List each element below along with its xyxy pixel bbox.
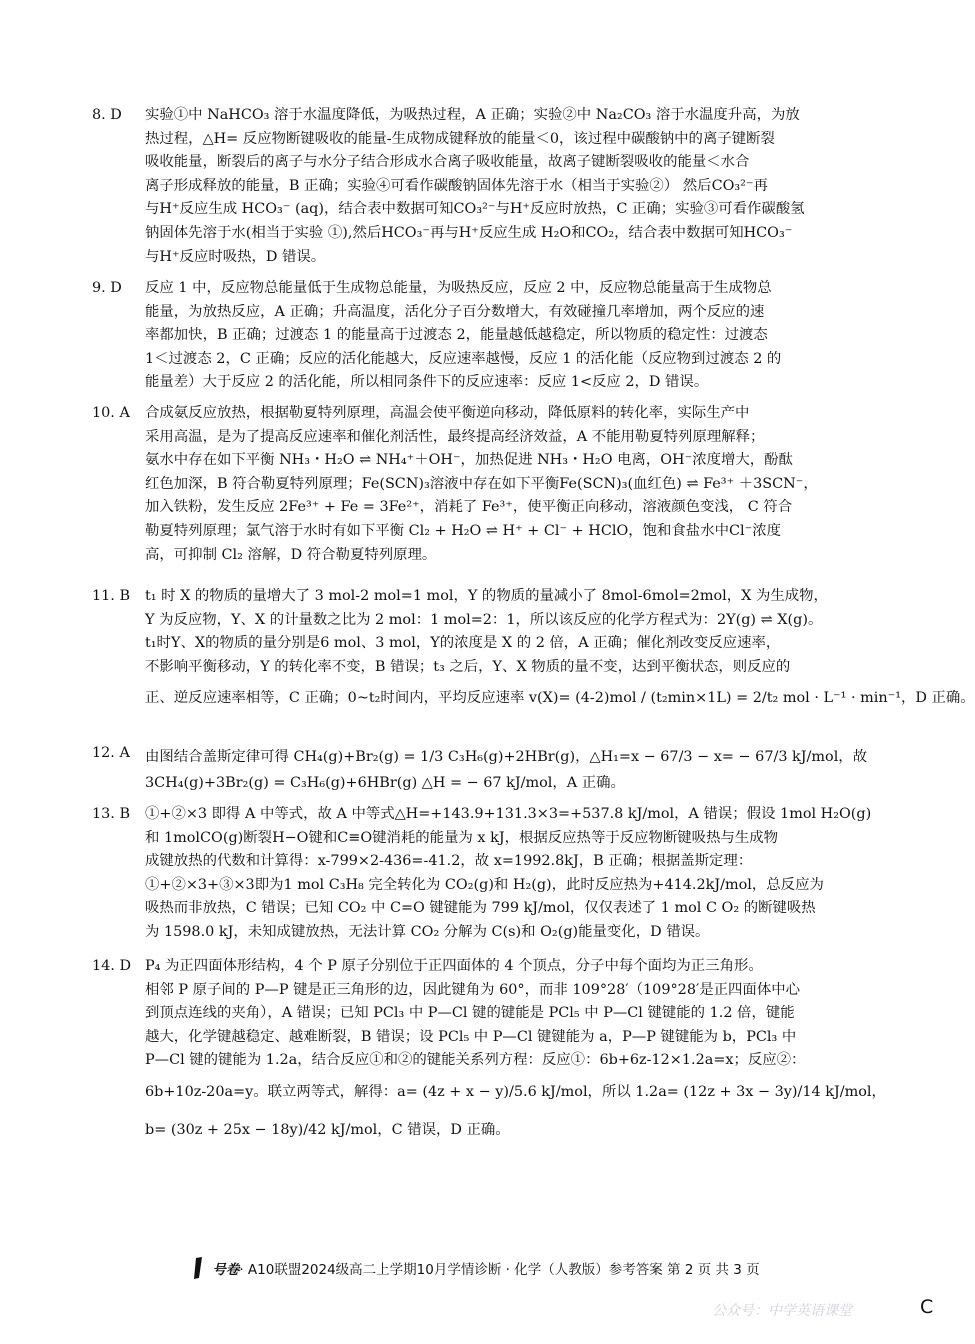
answer-line: 能量差）大于反应 2 的活化能，所以相同条件下的反应速率：反应 1<反应 2，D 错误。 xyxy=(145,374,709,391)
answer-line: 合成氨反应放热，根据勒夏特列原理，高温会使平衡逆向移动，降低原料的转化率，实际生产中 xyxy=(145,405,750,421)
answer-line: t₁时Y、X的物质的量分别是6 mol、3 mol，Y的浓度是 X 的 2 倍，A 正确；催化剂改变反应速率， xyxy=(145,635,781,652)
answer-line: 红色加深，B 符合勒夏特列原理；Fe(SCN)₃溶液中存在如下平衡Fe(SCN)₃(血红色) ⇌ Fe³⁺ ＋3SCN⁻， xyxy=(145,475,818,492)
answer-line: 勒夏特列原理；氯气溶于水时有如下平衡 Cl₂ + H₂O ⇌ H⁺ + Cl⁻ + HClO，饱和食盐水中Cl⁻浓度 xyxy=(145,522,781,539)
answer-line: 与H⁺反应时吸热，D 错误。 xyxy=(145,248,326,265)
answer-line: ①+②×3+③×3即为1 mol C₃H₈ 完全转化为 CO₂(g)和 H₂(g)，此时反应热为+414.2kJ/mol，总反应为 xyxy=(145,876,824,893)
answer-line: 吸收能量，断裂后的离子与水分子结合形成水合离子吸收能量，故离子键断裂吸收的能量＜水合 xyxy=(145,154,750,171)
footer-brand: 号卷 xyxy=(212,1262,240,1278)
answer-line: 越大，化学键越稳定、越难断裂，B 错误；设 PCl₅ 中 P—Cl 键键能为 a，P—P 键键能为 b，PCl₃ 中 xyxy=(145,1028,797,1045)
answer-12 xyxy=(92,742,868,796)
answer-line: P₄ 为正四面体形结构，4 个 P 原子分别位于正四面体的 4 个顶点，分子中每个面均为正三角形。 xyxy=(145,958,763,974)
page-footer xyxy=(0,1256,950,1284)
answer-line: 到顶点连线的夹角），A 错误；已知 PCl₃ 中 P—Cl 键的键能是 PCl₅ 中 P—Cl 键键能的 1.2 倍，键能 xyxy=(145,1005,795,1022)
answer-line: 钠固体先溶于水(相当于实验 ①),然后HCO₃⁻再与H⁺反应生成 H₂O和CO₂，结合表中数据可知HCO₃⁻ xyxy=(145,224,793,241)
answer-line: 实验①中 NaHCO₃ 溶于水温度降低，为吸热过程，A 正确；实验②中 Na₂CO₃ 溶于水温度升高，为放 xyxy=(145,107,800,123)
answer-number: 9. D xyxy=(92,280,122,296)
footer-text: · A10联盟2024级高二上学期10月学情诊断 · 化学（人教版）参考答案 第 2 页 共 3 页 xyxy=(239,1262,760,1278)
answer-line: b= (30z + 25x − 18y)/42 kJ/mol，C 错误，D 正确。 xyxy=(145,1121,510,1138)
answer-number: 8. D xyxy=(92,107,122,123)
answer-line: 热过程，△H= 反应物断键吸收的能量-生成物成键释放的能量＜0，该过程中碳酸钠中的离子键断裂 xyxy=(145,130,775,147)
answer-line: Y 为反应物，Y、X 的计量数之比为 2 mol：1 mol=2：1，所以该反应的化学方程式为：2Y(g) ⇌ X(g)。 xyxy=(145,611,823,628)
answer-number: 10. A xyxy=(92,405,130,421)
answer-9 xyxy=(92,277,862,395)
answer-line: 采用高温，是为了提高反应速率和催化剂活性，最终提高经济效益，A 不能用勒夏特列原理解释； xyxy=(145,428,765,445)
answer-line: 和 1molCO(g)断裂H−O键和C≡O键消耗的能量为 x kJ，根据反应热等于反应物断键吸热与生成物 xyxy=(145,829,779,846)
answer-line: 反应 1 中，反应物总能量低于生成物总能量，为吸热反应，反应 2 中，反应物总能量高于生成物总 xyxy=(145,280,772,296)
answer-line: 3CH₄(g)+3Br₂(g) = C₃H₆(g)+6HBr(g) △H = − 67 kJ/mol，A 正确。 xyxy=(145,775,625,791)
corner-mark: C xyxy=(920,1296,934,1318)
answer-line: 1＜过渡态 2，C 正确；反应的活化能越大，反应速率越慢，反应 1 的活化能（反应物到过渡态 2 的 xyxy=(145,350,782,367)
answer-number: 11. B xyxy=(92,588,131,604)
answer-line: 高，可抑制 Cl₂ 溶解，D 符合勒夏特列原理。 xyxy=(145,546,437,563)
answer-line: P—Cl 键的键能为 1.2a，结合反应①和②的键能关系列方程：反应①：6b+6z-12×1.2a=x；反应②： xyxy=(145,1052,806,1069)
answer-line: 由图结合盖斯定律可得 CH₄(g)+Br₂(g) = 1/3 C₃H₆(g)+2HBr(g)，△H₁=x − 67/3 − x= − 67/3 kJ/mol，故 xyxy=(145,749,868,765)
answer-line: 成键放热的代数和计算得：x-799×2-436=-41.2，故 x=1992.8kJ，B 正确；根据盖斯定理： xyxy=(145,853,753,870)
answer-line: 6b+10z-20a=y。联立两等式，解得：a= (4z + x − y)/5.6 kJ/mol，所以 1.2a= (12z + 3x − 3y)/14 kJ/mol， xyxy=(145,1083,886,1100)
answer-line: 为 1598.0 kJ，未知成键放热，无法计算 CO₂ 分解为 C(s)和 O₂(g)能量变化，D 错误。 xyxy=(145,923,710,940)
answer-line: 能量，为放热反应，A 正确；升高温度，活化分子百分数增大，有效碰撞几率增加，两个反应的速 xyxy=(145,303,765,320)
answer-line: 氨水中存在如下平衡 NH₃・H₂O ⇌ NH₄⁺＋OH⁻，加热促进 NH₃・H₂O 电离，OH⁻浓度增大，酚酞 xyxy=(145,452,793,469)
answer-13 xyxy=(92,803,872,945)
answer-line: 与H⁺反应生成 HCO₃⁻ (aq)，结合表中数据可知CO₃²⁻与H⁺反应时放热，C 正确；实验③可看作碳酸氢 xyxy=(145,201,805,218)
answer-number: 13. B xyxy=(92,806,131,822)
answer-8 xyxy=(92,104,862,269)
answer-line: 相邻 P 原子间的 P—P 键是正三角形的边，因此键角为 60°，而非 109°28′（109°28′是正四面体中心 xyxy=(145,981,800,998)
answer-number: 14. D xyxy=(92,958,131,974)
brand-logo-icon xyxy=(190,1256,210,1284)
answer-line: 率都加快，B 正确；过渡态 1 的能量高于过渡态 2，能量越低越稳定，所以物质的稳定性：过渡态 xyxy=(145,327,768,344)
answer-line: 不影响平衡移动，Y 的转化率不变，B 错误；t₃ 之后，Y、X 物质的量不变，达到平衡状态，则反应的 xyxy=(145,658,791,675)
answer-line: 加入铁粉，发生反应 2Fe³⁺ + Fe = 3Fe²⁺，消耗了 Fe³⁺，使平衡正向移动，溶液颜色变浅， C 符合 xyxy=(145,499,793,516)
answer-line: t₁ 时 X 的物质的量增大了 3 mol-2 mol=1 mol，Y 的物质的量减小了 8mol-6mol=2mol，X 为生成物， xyxy=(145,588,828,604)
answer-10 xyxy=(92,402,862,567)
watermark: 公众号：中学英语课堂 xyxy=(712,1303,852,1319)
answer-line: 吸热而非放热，C 错误；已知 CO₂ 中 C=O 键键能为 799 kJ/mol，仅仅表述了 1 mol C O₂ 的断键吸热 xyxy=(145,900,816,917)
answer-line: 正、逆反应速率相等，C 正确；0~t₂时间内，平均反应速率 v(X)= (4-2)mol / (t₂min×1L) = 2/t₂ mol · L⁻¹ · min⁻¹，D 正确。 xyxy=(145,690,975,707)
answer-14 xyxy=(92,955,886,1149)
answer-line: ①+②×3 即得 A 中等式，故 A 中等式△H=+143.9+131.3×3=+537.8 kJ/mol，A 错误；假设 1mol H₂O(g) xyxy=(145,806,872,822)
answer-line: 离子形成释放的能量，B 正确；实验④可看作碳酸钠固体先溶于水（相当于实验②） 然后CO₃²⁻再 xyxy=(145,177,768,194)
answer-11 xyxy=(92,585,975,717)
answer-number: 12. A xyxy=(92,745,130,761)
